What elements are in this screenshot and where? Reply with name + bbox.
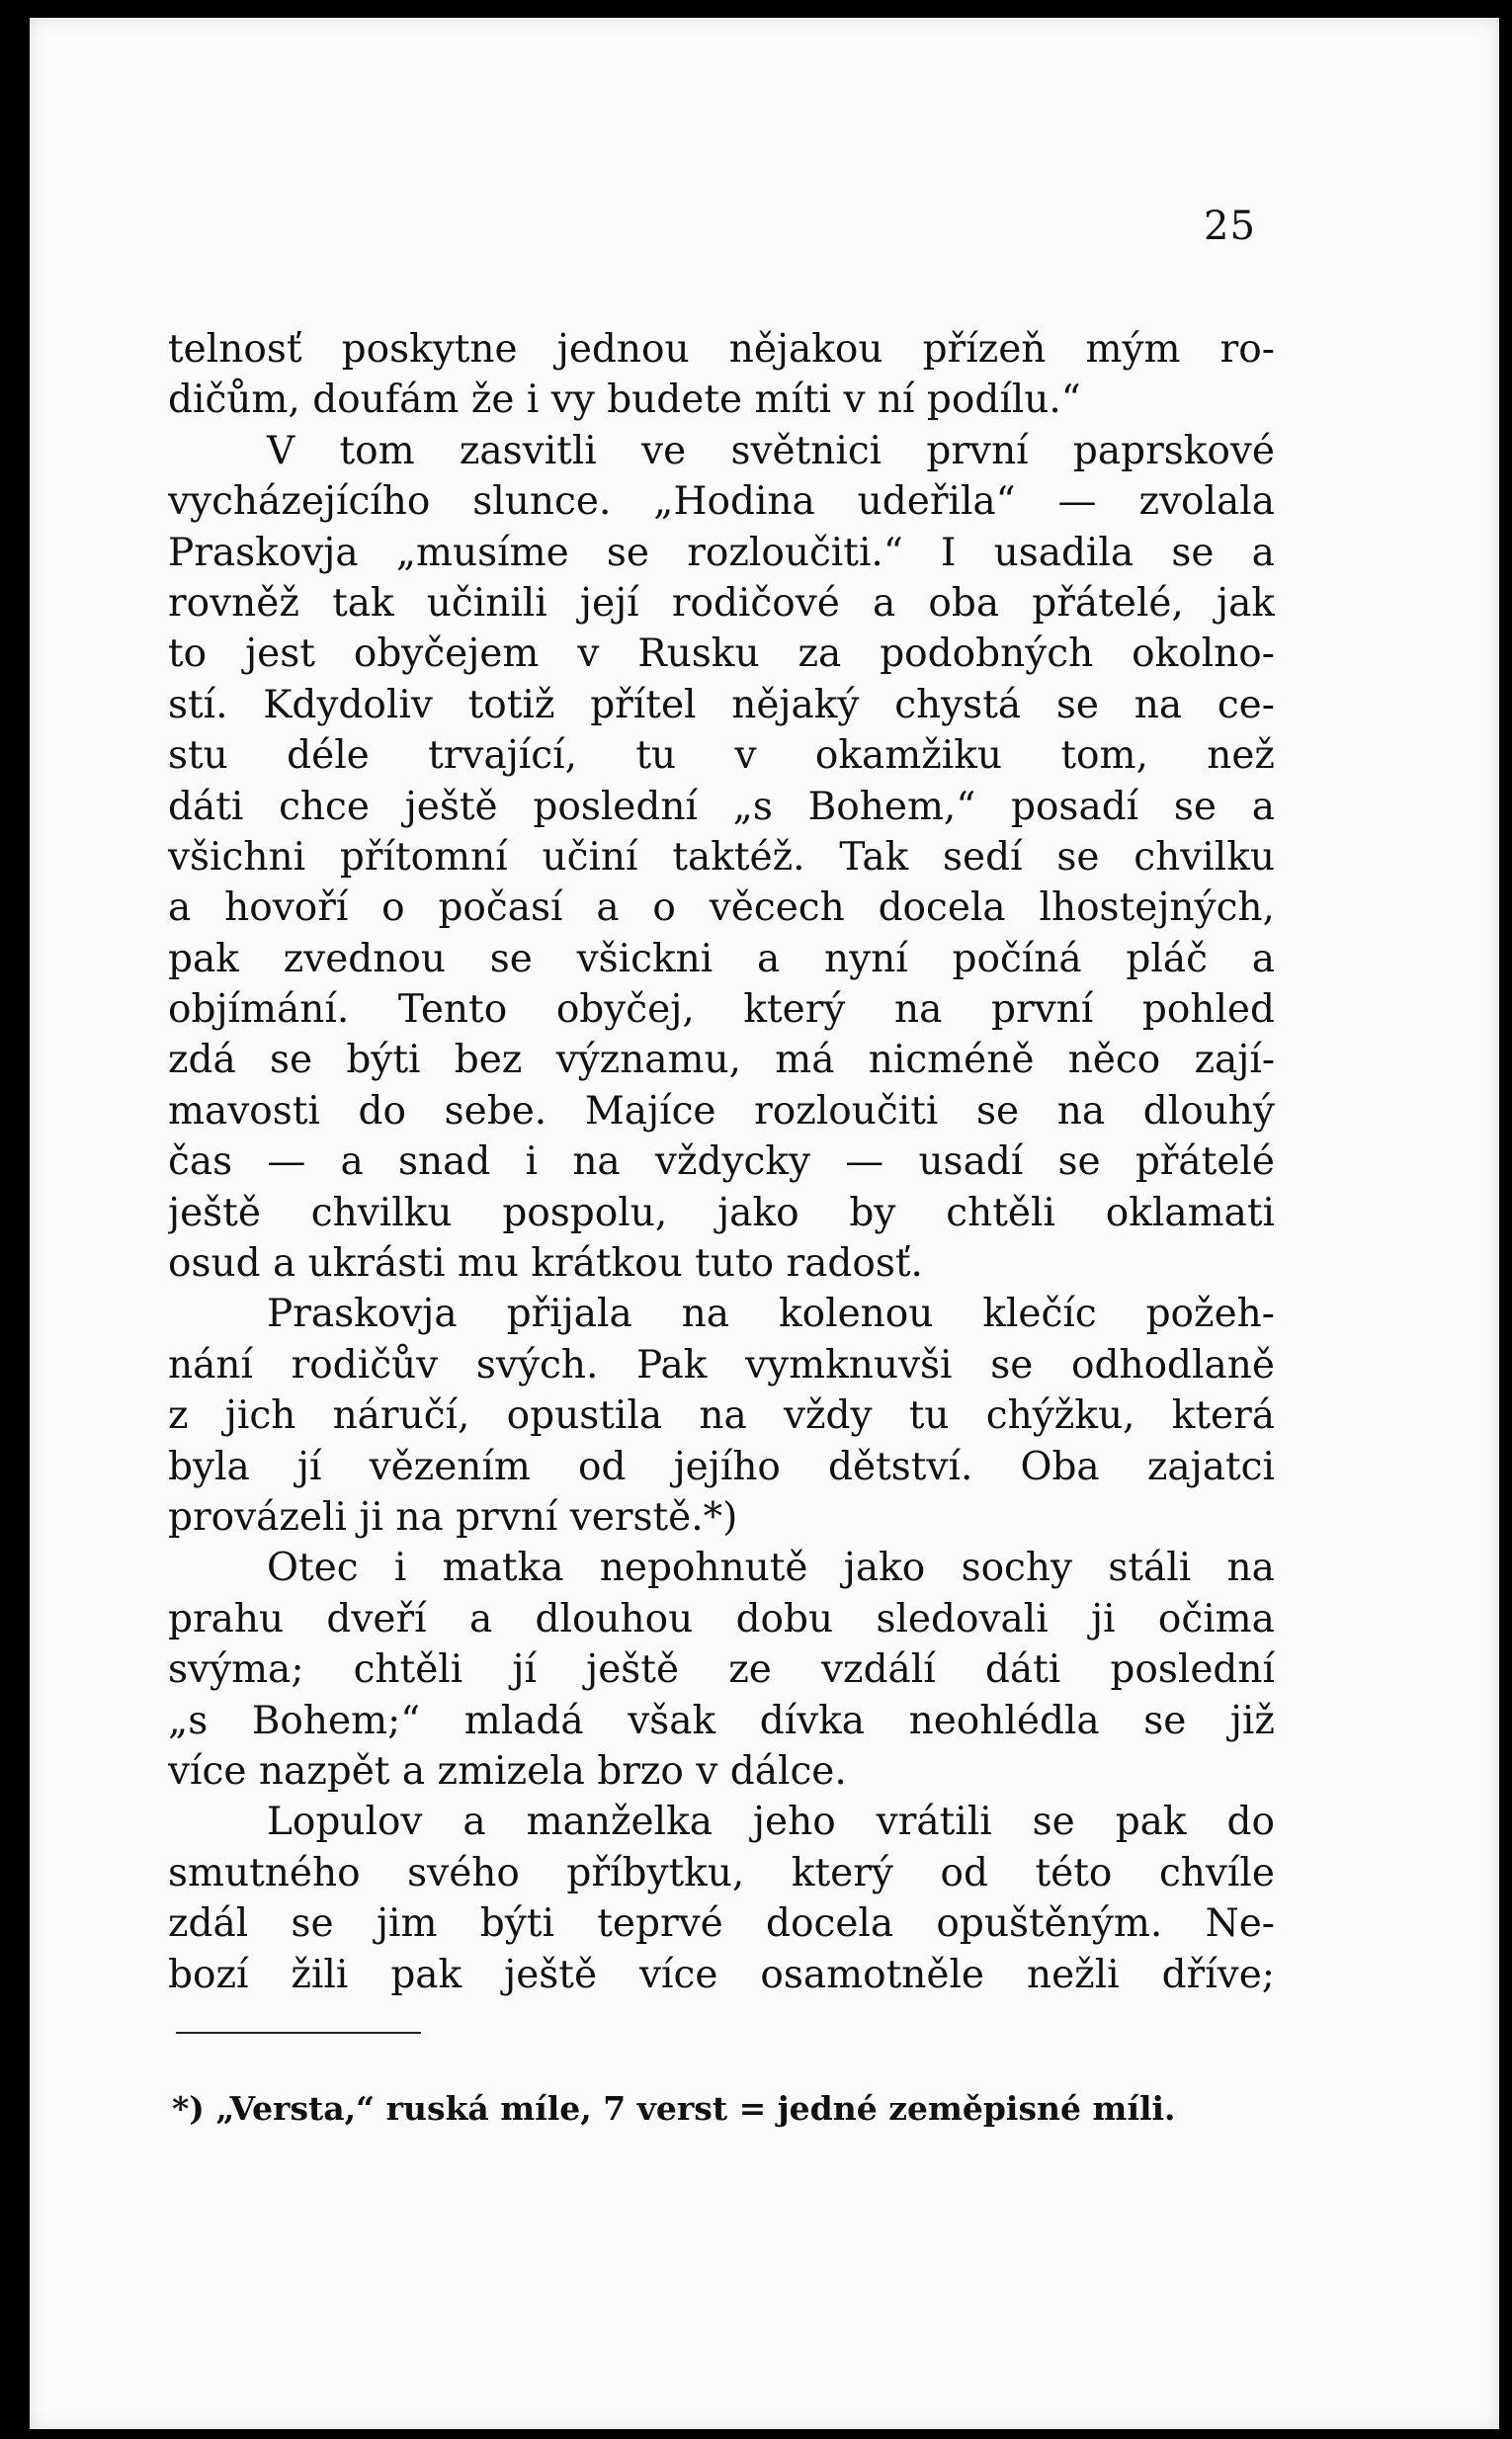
body-text [168,324,1275,2000]
text-line: všichni přítomní učiní taktéž. Tak sedí se chvilku [168,834,1275,880]
book-page [30,18,1499,2429]
text-line: Praskovja „musíme se rozloučiti.“ I usadila se a [168,530,1275,575]
text-line: zdá se býti bez významu, má nicméně něco zají- [168,1038,1275,1083]
text-line: dáti chce ještě poslední „s Bohem,“ posadí se a [168,784,1275,829]
text-line: to jest obyčejem v Rusku za podobných okolno- [168,631,1275,677]
text-line: stí. Kdydoliv totiž přítel nějaký chystá se na ce- [168,682,1275,727]
footnote: *) „Versta,“ ruská míle, 7 verst = jedné zeměpisné míli. [172,2089,1176,2128]
text-line: smutného svého příbytku, který od této chvíle [168,1850,1275,1895]
text-line: stu déle trvající, tu v okamžiku tom, než [168,733,1275,779]
text-line: svýma; chtěli jí ještě ze vzdálí dáti poslední [168,1647,1275,1693]
text-line: „s Bohem;“ mladá však dívka neohlédla se již [168,1698,1275,1743]
text-line: prahu dveří a dlouhou dobu sledovali ji očima [168,1596,1275,1641]
text-line: ještě chvilku pospolu, jako by chtěli oklamati [168,1190,1275,1235]
text-line: Praskovja přijala na kolenou klečíc požeh- [267,1292,1275,1337]
text-line: dičům, doufám že i vy budete míti v ní podílu.“ [168,378,1081,423]
text-line: rovněž tak učinili její rodičové a oba přátelé, jak [168,580,1275,626]
text-line: pak zvednou se všickni a nyní počíná pláč a [168,936,1275,981]
text-line: bozí žili pak ještě více osamotněle nežli dříve; [168,1952,1275,1997]
text-line: V tom zasvitli ve světnici první paprskové [267,428,1275,473]
text-line: byla jí vězením od jejího dětství. Oba zajatci [168,1444,1275,1489]
footnote-divider [176,2032,421,2034]
text-line: zdál se jim býti teprvé docela opuštěným. Ne- [168,1901,1275,1947]
text-line: Otec i matka nepohnutě jako sochy stáli na [267,1546,1275,1591]
text-line: mavosti do sebe. Majíce rozloučiti se na dlouhý [168,1088,1275,1134]
page-number: 25 [1204,204,1256,249]
text-line: čas — a snad i na vždycky — usadí se přátelé [168,1139,1275,1185]
text-line: telnosť poskytne jednou nějakou přízeň mým ro- [168,327,1275,372]
text-line: nání rodičův svých. Pak vymknuvši se odhodlaně [168,1342,1275,1388]
text-line: Lopulov a manželka jeho vrátili se pak do [267,1800,1275,1845]
text-line: osud a ukrásti mu krátkou tuto radosť. [168,1241,923,1287]
text-line: a hovoří o počasí a o věcech docela lhostejných, [168,885,1275,931]
text-line: objímání. Tento obyčej, který na první pohled [168,987,1275,1033]
text-line: z jich náručí, opustila na vždy tu chýžku, která [168,1393,1275,1439]
text-line: více nazpět a zmizela brzo v dálce. [168,1748,847,1794]
text-line: vycházejícího slunce. „Hodina udeřila“ — zvolala [168,479,1275,525]
text-line: provázeli ji na první verstě.*) [168,1494,738,1540]
